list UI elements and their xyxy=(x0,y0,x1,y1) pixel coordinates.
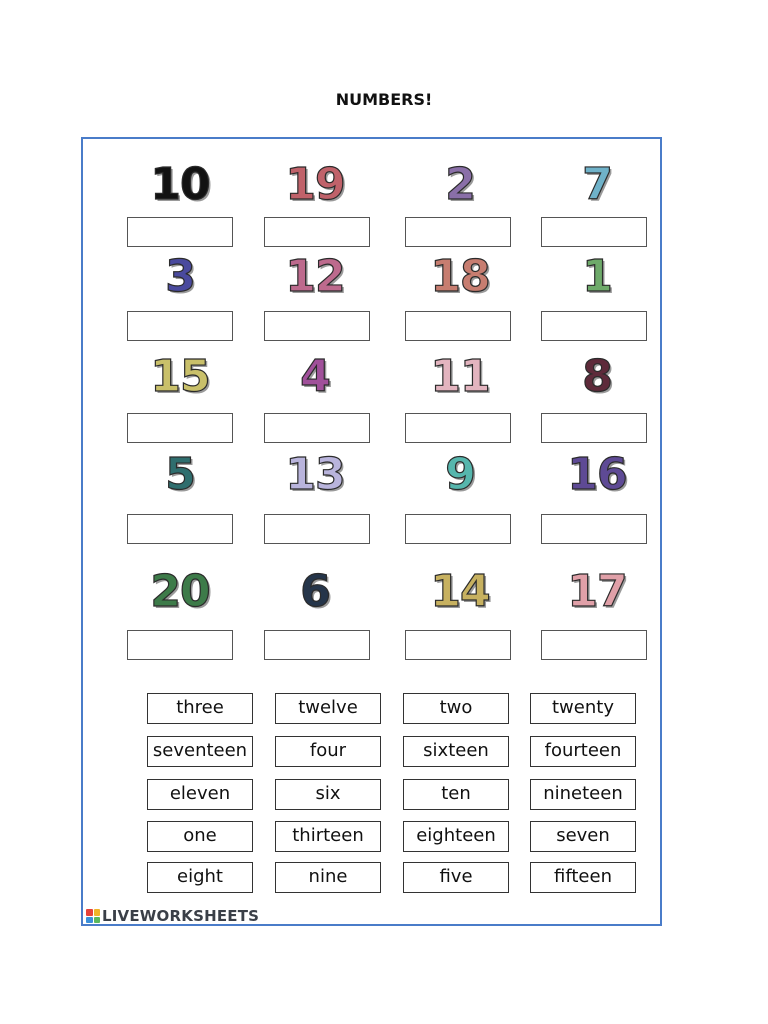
word-card-fifteen[interactable]: fifteen xyxy=(530,862,636,893)
word-card-nineteen[interactable]: nineteen xyxy=(530,779,636,810)
word-card-six[interactable]: six xyxy=(275,779,381,810)
answer-box-20[interactable] xyxy=(127,630,233,660)
word-card-sixteen[interactable]: sixteen xyxy=(403,736,509,767)
word-card-twenty[interactable]: twenty xyxy=(530,693,636,724)
number-2: 2 xyxy=(445,159,475,210)
number-15: 15 xyxy=(150,351,210,402)
word-card-five[interactable]: five xyxy=(403,862,509,893)
word-card-eleven[interactable]: eleven xyxy=(147,779,253,810)
liveworksheets-logo xyxy=(86,906,259,926)
number-11: 11 xyxy=(430,351,490,402)
page-title: NUMBERS! xyxy=(335,90,433,109)
answer-box-9[interactable] xyxy=(405,514,511,544)
number-14: 14 xyxy=(430,566,490,617)
number-9: 9 xyxy=(445,449,475,500)
word-card-eighteen[interactable]: eighteen xyxy=(403,821,509,852)
number-17: 17 xyxy=(567,566,627,617)
word-card-nine[interactable]: nine xyxy=(275,862,381,893)
answer-box-8[interactable] xyxy=(541,413,647,443)
answer-box-6[interactable] xyxy=(264,630,370,660)
answer-box-18[interactable] xyxy=(405,311,511,341)
word-card-two[interactable]: two xyxy=(403,693,509,724)
number-18: 18 xyxy=(430,251,490,302)
answer-box-5[interactable] xyxy=(127,514,233,544)
number-6: 6 xyxy=(300,566,330,617)
logo-square-2 xyxy=(94,909,101,916)
answer-box-16[interactable] xyxy=(541,514,647,544)
answer-box-15[interactable] xyxy=(127,413,233,443)
number-13: 13 xyxy=(285,449,345,500)
logo-square-3 xyxy=(86,917,93,924)
answer-box-10[interactable] xyxy=(127,217,233,247)
number-4: 4 xyxy=(300,351,330,402)
word-card-seven[interactable]: seven xyxy=(530,821,636,852)
answer-box-17[interactable] xyxy=(541,630,647,660)
word-card-three[interactable]: three xyxy=(147,693,253,724)
word-card-twelve[interactable]: twelve xyxy=(275,693,381,724)
answer-box-1[interactable] xyxy=(541,311,647,341)
answer-box-12[interactable] xyxy=(264,311,370,341)
answer-box-19[interactable] xyxy=(264,217,370,247)
logo-square-1 xyxy=(86,909,93,916)
word-card-seventeen[interactable]: seventeen xyxy=(147,736,253,767)
answer-box-2[interactable] xyxy=(405,217,511,247)
number-7: 7 xyxy=(582,159,612,210)
answer-box-14[interactable] xyxy=(405,630,511,660)
number-16: 16 xyxy=(567,449,627,500)
answer-box-11[interactable] xyxy=(405,413,511,443)
word-card-four[interactable]: four xyxy=(275,736,381,767)
logo-text: LIVEWORKSHEETS xyxy=(102,907,260,925)
number-20: 20 xyxy=(150,566,210,617)
logo-square-4 xyxy=(94,917,101,924)
word-card-eight[interactable]: eight xyxy=(147,862,253,893)
word-card-one[interactable]: one xyxy=(147,821,253,852)
answer-box-13[interactable] xyxy=(264,514,370,544)
number-12: 12 xyxy=(285,251,345,302)
answer-box-4[interactable] xyxy=(264,413,370,443)
word-card-thirteen[interactable]: thirteen xyxy=(275,821,381,852)
number-10: 10 xyxy=(150,159,210,210)
number-3: 3 xyxy=(165,251,195,302)
logo-mark-icon xyxy=(86,909,100,923)
word-card-fourteen[interactable]: fourteen xyxy=(530,736,636,767)
number-1: 1 xyxy=(582,251,612,302)
number-5: 5 xyxy=(165,449,195,500)
answer-box-3[interactable] xyxy=(127,311,233,341)
number-19: 19 xyxy=(285,159,345,210)
answer-box-7[interactable] xyxy=(541,217,647,247)
number-8: 8 xyxy=(582,351,612,402)
word-card-ten[interactable]: ten xyxy=(403,779,509,810)
